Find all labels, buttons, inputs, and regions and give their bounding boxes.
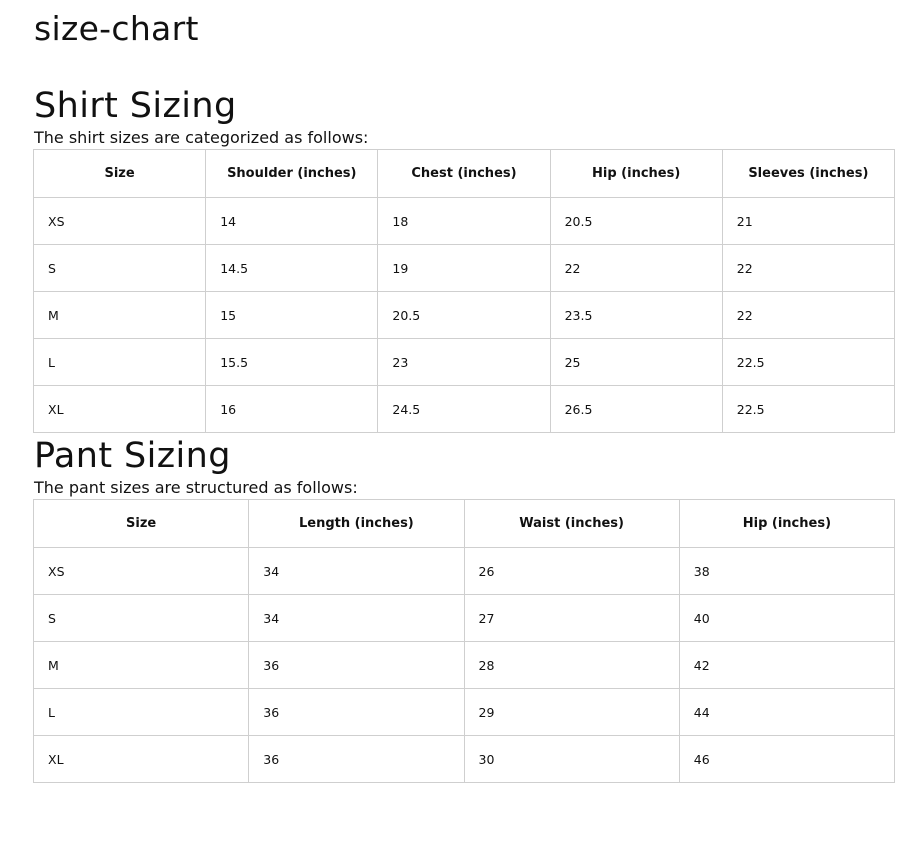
column-header-chest: Chest (inches) bbox=[378, 150, 550, 198]
table-cell: 18 bbox=[378, 198, 550, 245]
table-cell-size: XS bbox=[34, 198, 206, 245]
table-row bbox=[34, 548, 895, 595]
table-cell-size: S bbox=[34, 595, 249, 642]
table-cell-size: L bbox=[34, 689, 249, 736]
pant-sizing-description: The pant sizes are structured as follows: bbox=[34, 478, 358, 497]
table-cell: 30 bbox=[464, 736, 679, 783]
table-cell: 23 bbox=[378, 339, 550, 386]
pant-sizing-title: Pant Sizing bbox=[34, 436, 231, 476]
shirt-sizing-description: The shirt sizes are categorized as follows: bbox=[34, 128, 369, 147]
table-cell: 25 bbox=[550, 339, 722, 386]
table-cell: 46 bbox=[679, 736, 894, 783]
column-header-size: Size bbox=[34, 150, 206, 198]
table-cell-size: XS bbox=[34, 548, 249, 595]
table-cell: 34 bbox=[249, 595, 464, 642]
table-cell-size: L bbox=[34, 339, 206, 386]
table-header-row bbox=[34, 150, 895, 198]
table-row bbox=[34, 245, 895, 292]
column-header-waist: Waist (inches) bbox=[464, 500, 679, 548]
table-row bbox=[34, 339, 895, 386]
table-cell: 40 bbox=[679, 595, 894, 642]
table-row bbox=[34, 292, 895, 339]
table-cell: 34 bbox=[249, 548, 464, 595]
table-cell: 22 bbox=[550, 245, 722, 292]
shirt-size-table bbox=[33, 149, 895, 433]
table-cell: 36 bbox=[249, 736, 464, 783]
table-cell: 21 bbox=[722, 198, 894, 245]
page-title: size-chart bbox=[34, 9, 199, 48]
table-cell: 28 bbox=[464, 642, 679, 689]
table-cell: 23.5 bbox=[550, 292, 722, 339]
table-cell-size: M bbox=[34, 292, 206, 339]
table-cell: 36 bbox=[249, 642, 464, 689]
table-row bbox=[34, 642, 895, 689]
table-cell: 16 bbox=[206, 386, 378, 433]
size-chart-page bbox=[34, 0, 895, 783]
column-header-length: Length (inches) bbox=[249, 500, 464, 548]
table-row bbox=[34, 198, 895, 245]
table-cell: 42 bbox=[679, 642, 894, 689]
column-header-shoulder: Shoulder (inches) bbox=[206, 150, 378, 198]
table-cell-size: S bbox=[34, 245, 206, 292]
column-header-size: Size bbox=[34, 500, 249, 548]
table-cell: 26.5 bbox=[550, 386, 722, 433]
table-cell: 22 bbox=[722, 292, 894, 339]
table-cell: 20.5 bbox=[378, 292, 550, 339]
pant-size-table bbox=[33, 499, 895, 783]
table-cell: 24.5 bbox=[378, 386, 550, 433]
table-cell: 22 bbox=[722, 245, 894, 292]
table-row bbox=[34, 595, 895, 642]
table-cell-size: M bbox=[34, 642, 249, 689]
column-header-hip: Hip (inches) bbox=[550, 150, 722, 198]
column-header-hip: Hip (inches) bbox=[679, 500, 894, 548]
table-cell-size: XL bbox=[34, 386, 206, 433]
column-header-sleeves: Sleeves (inches) bbox=[722, 150, 894, 198]
table-header-row bbox=[34, 500, 895, 548]
table-cell: 22.5 bbox=[722, 386, 894, 433]
table-row bbox=[34, 736, 895, 783]
table-row bbox=[34, 386, 895, 433]
pant-sizing-section bbox=[34, 435, 895, 783]
table-cell: 14.5 bbox=[206, 245, 378, 292]
table-cell: 22.5 bbox=[722, 339, 894, 386]
table-cell: 15 bbox=[206, 292, 378, 339]
table-cell-size: XL bbox=[34, 736, 249, 783]
table-cell: 27 bbox=[464, 595, 679, 642]
table-cell: 29 bbox=[464, 689, 679, 736]
table-cell: 14 bbox=[206, 198, 378, 245]
shirt-sizing-section bbox=[34, 85, 895, 433]
table-cell: 26 bbox=[464, 548, 679, 595]
table-cell: 36 bbox=[249, 689, 464, 736]
shirt-sizing-title: Shirt Sizing bbox=[34, 86, 237, 126]
table-cell: 44 bbox=[679, 689, 894, 736]
table-cell: 20.5 bbox=[550, 198, 722, 245]
table-row bbox=[34, 689, 895, 736]
table-cell: 15.5 bbox=[206, 339, 378, 386]
table-cell: 19 bbox=[378, 245, 550, 292]
table-cell: 38 bbox=[679, 548, 894, 595]
